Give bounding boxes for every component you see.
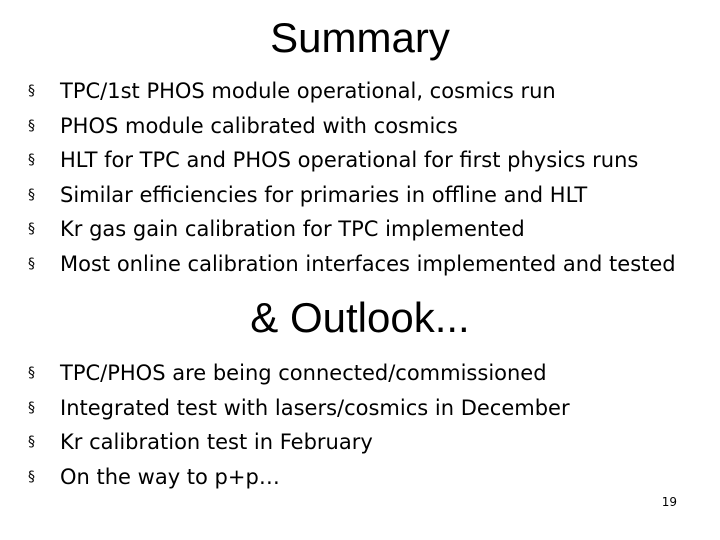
bullet-icon: § — [28, 365, 35, 381]
page-number: 19 — [661, 495, 677, 509]
bullet-icon: § — [28, 221, 35, 237]
bullet-icon: § — [28, 399, 35, 416]
list-item-text: TPC/PHOS are being connected/commissioned — [60, 361, 547, 385]
slide-title: Summary — [270, 14, 450, 61]
list-item-text: Integrated test with lasers/cosmics in December — [60, 395, 570, 420]
list-item-text: Similar efficiencies for primaries in offline and HLT — [60, 182, 588, 207]
bullet-icon: § — [28, 255, 35, 272]
bullet-icon: § — [28, 83, 35, 99]
list-item-text: Kr calibration test in February — [60, 430, 373, 454]
bullet-icon: § — [28, 186, 35, 203]
bullet-icon: § — [28, 117, 35, 134]
list-item-text: PHOS module calibrated with cosmics — [60, 113, 458, 138]
list-item-text: Most online calibration interfaces implemented and tested — [60, 251, 676, 276]
bullet-icon: § — [28, 434, 35, 450]
list-item-text: HLT for TPC and PHOS operational for first physics runs — [60, 148, 639, 172]
bullet-icon: § — [28, 152, 35, 168]
list-item-text: On the way to p+p… — [60, 464, 280, 489]
bullet-icon: § — [28, 468, 35, 485]
list-item-text: TPC/1st PHOS module operational, cosmics run — [60, 79, 556, 103]
slide-subtitle: & Outlook... — [250, 294, 470, 341]
list-item-text: Kr gas gain calibration for TPC implemented — [60, 217, 525, 241]
